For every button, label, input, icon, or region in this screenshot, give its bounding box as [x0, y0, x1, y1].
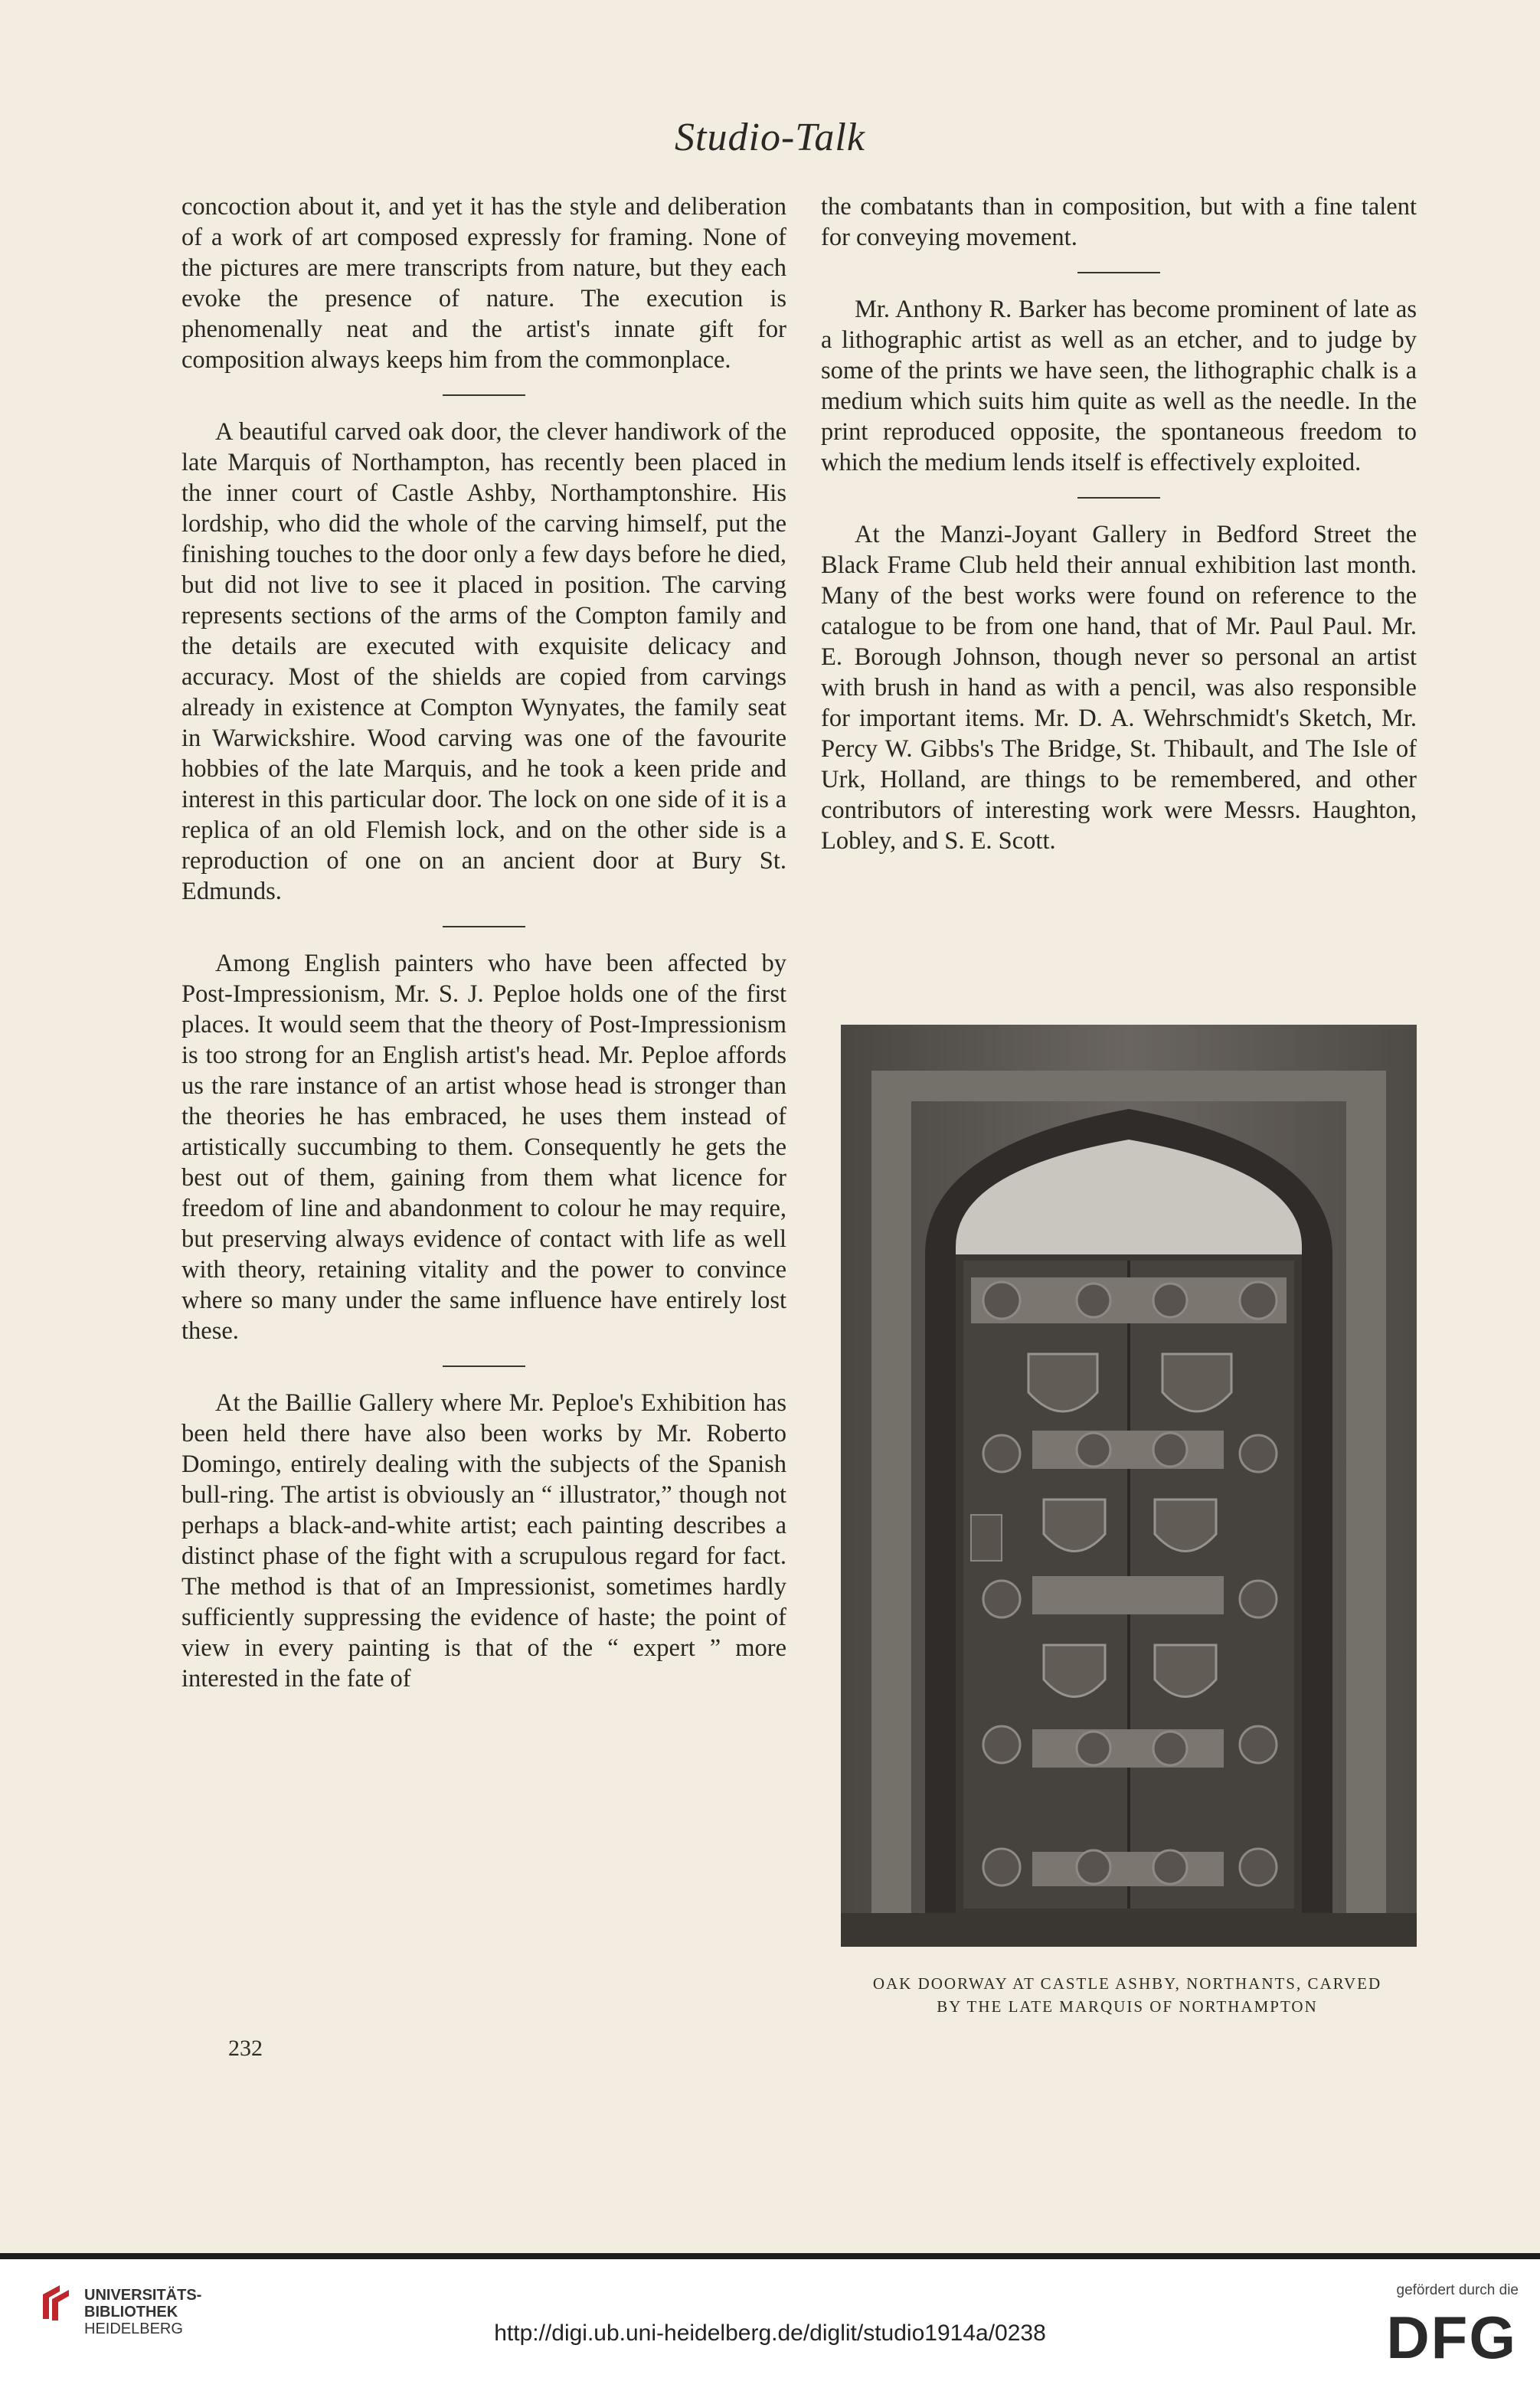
funding-note: gefördert durch die [1396, 2282, 1519, 2298]
paragraph: At the Manzi-Joyant Gallery in Bedford Street the Black Frame Club held their annual exhibition last month. Many of the best works were found on reference to the catalogue to be from one hand, that of Mr. Paul Paul. Mr. E. Borough Johnson, though never so personal an artist with brush in hand as with a pencil, was also responsible for important items. Mr. D. A. Wehrschmidt's Sketch, Mr. Percy W. Gibbs's The Bridge, St. Thibault, and The Isle of Urk, Holland, are things to be remembered, and other contributors of interesting work were Messrs. Haughton, Lobley, and S. E. Scott. [821, 521, 1417, 855]
section-divider [1077, 497, 1160, 499]
right-column [821, 191, 1417, 856]
left-column [181, 191, 786, 1694]
section-divider [443, 394, 525, 396]
oak-doorway-photograph [841, 1025, 1417, 1947]
dfg-logo: DFG [1386, 2304, 1517, 2371]
caption-line: OAK DOORWAY AT CASTLE ASHBY, NORTHANTS, CARVED [872, 1974, 1382, 1993]
paragraph: At the Baillie Gallery where Mr. Peploe's Exhibition has been held there have also been works by Mr. Roberto Domingo, entirely dealing with the subjects of the Spanish bull-ring. The artist is obviously an “ illustrator,” though not perhaps a black-and-white artist; each painting describes a distinct phase of the fight with a scrupulous regard for fact. The method is that of an Impressionist, sometimes hardly sufficiently suppressing the evidence of haste; the point of view in every painting is that of the “ expert ” more interested in the fate of [181, 1389, 786, 1693]
section-divider [443, 926, 525, 927]
running-head: Studio-Talk [675, 116, 865, 159]
paragraph: concoction about it, and yet it has the style and deliberation of a work of art composed expressly for framing. None of the pictures are mere transcripts from nature, but they each evoke the presence of nature. The execution is phenomenally neat and the artist's innate gift for composition always keeps him from the commonplace. [181, 193, 786, 374]
paragraph: the combatants than in composition, but with a fine talent for conveying movement. [821, 193, 1417, 251]
paragraph: A beautiful carved oak door, the clever handiwork of the late Marquis of Northampton, has recently been placed in the inner court of Castle Ashby, Northamptonshire. His lordship, who did the whole of the carving himself, put the finishing touches to the door only a few days before he died, but did not live to see it placed in position. The carving represents sections of the arms of the Compton family and the details are executed with exquisite delicacy and accuracy. Most of the shields are copied from carvings already in existence at Compton Wynyates, the family seat in Warwickshire. Wood carving was one of the favourite hobbies of the late Marquis, and he took a keen pride and interest in this particular door. The lock on one side of it is a replica of an old Flemish lock, and on the other side is a reproduction of one on an ancient door at Bury St. Edmunds. [181, 418, 786, 905]
caption-line: BY THE LATE MARQUIS OF NORTHAMPTON [937, 1997, 1318, 2016]
figure-caption [821, 1972, 1434, 2018]
paragraph: Among English painters who have been affected by Post-Impressionism, Mr. S. J. Peploe holds one of the first places. It would seem that the theory of Post-Impressionism is too strong for an English artist's head. Mr. Peploe affords us the rare instance of an artist whose head is stronger than the theories he has embraced, he uses them instead of artistically succumbing to them. Consequently he gets the best out of them, gaining from them what licence for freedom of line and abandonment to colour he may require, but preserving always evidence of contact with life as well with theory, retaining vitality and the power to convince where so many under the same influence have entirely lost these. [181, 950, 786, 1345]
section-divider [1077, 272, 1160, 273]
library-name-line: BIBLIOTHEK [84, 2304, 178, 2320]
paragraph: Mr. Anthony R. Barker has become prominent of late as a lithographic artist as well as an etcher, and to judge by some of the prints we have seen, the lithographic chalk is a medium which suits him quite as well as the needle. In the print reproduced opposite, the spontaneous freedom to which the medium lends itself is effectively exploited. [821, 296, 1417, 476]
library-name-line: HEIDELBERG [84, 2320, 183, 2337]
section-divider [443, 1365, 525, 1367]
source-url-link[interactable]: http://digi.ub.uni-heidelberg.de/diglit/studio1914a/0238 [494, 2320, 1046, 2346]
library-name-line: UNIVERSITÄTS- [84, 2287, 202, 2304]
page-number: 232 [228, 2036, 263, 2061]
